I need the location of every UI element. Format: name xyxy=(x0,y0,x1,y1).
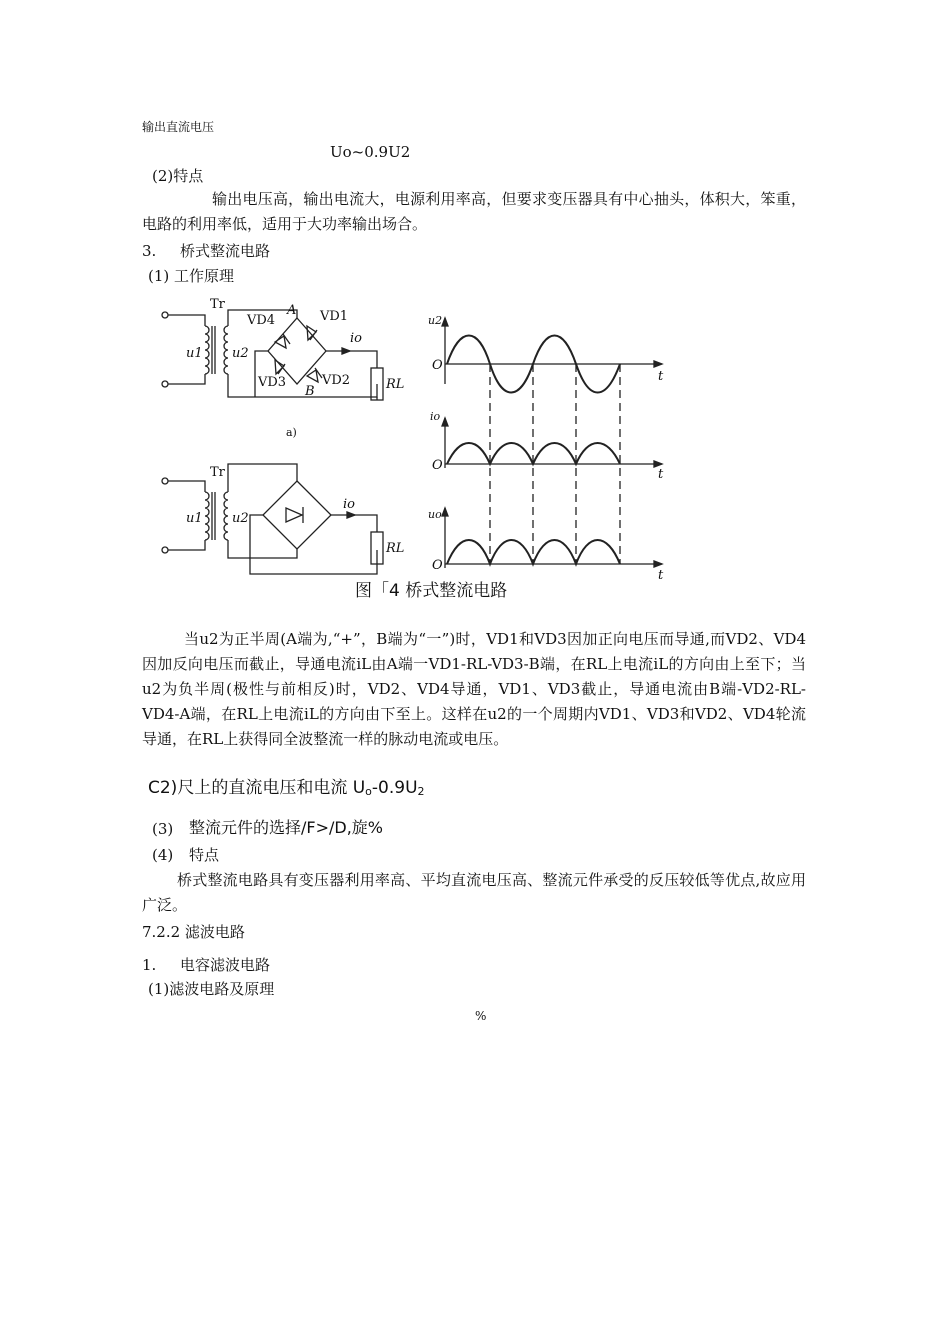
wave-label-io: io xyxy=(430,410,441,423)
section3-title: 桥式整流电路 xyxy=(180,242,271,260)
label-rl: RL xyxy=(386,377,405,392)
secondary-coil xyxy=(224,326,228,374)
label-io: io xyxy=(350,331,362,346)
filter-principle-heading: (1)滤波电路及原理 xyxy=(148,980,275,998)
bridge-rectifier-figure xyxy=(150,296,680,582)
label-vd4: VD4 xyxy=(247,313,276,328)
label-u1: u1 xyxy=(186,346,203,361)
output-voltage-label: 输出直流电压 xyxy=(142,120,215,134)
wave-t-1: t xyxy=(658,369,664,384)
label-io-b: io xyxy=(343,497,355,512)
work-principle-heading: (1) 工作原理 xyxy=(148,267,235,285)
wave-origin-3: O xyxy=(432,558,443,573)
c2-prefix: C2)尺上的直流电压和电流 U xyxy=(148,778,366,798)
label-vd3: VD3 xyxy=(258,375,287,390)
u2-axis xyxy=(445,318,662,384)
formula-uo: Uo~0.9U2 xyxy=(330,143,411,161)
label-rl-b: RL xyxy=(386,541,405,556)
input-terminal xyxy=(162,381,168,387)
c2-mid: -0.9U xyxy=(371,778,418,798)
section3-number: 3. xyxy=(142,242,157,260)
label-tr-b: Tr xyxy=(210,465,225,480)
sub1-title: 电容滤波电路 xyxy=(180,956,271,974)
input-terminal xyxy=(162,312,168,318)
primary-coil xyxy=(205,326,209,374)
label-vd2: VD2 xyxy=(322,373,351,388)
section-722: 7.2.2 滤波电路 xyxy=(142,923,245,941)
uo-axis xyxy=(445,508,662,568)
input-terminal xyxy=(162,547,168,553)
input-terminal xyxy=(162,478,168,484)
label-subfig-a: a) xyxy=(286,426,297,439)
label-u1-b: u1 xyxy=(186,511,203,526)
c2-formula xyxy=(148,778,425,802)
wave-label-u2: u2 xyxy=(428,314,443,327)
bridge-feature-paragraph: 桥式整流电路具有变压器利用率高、平均直流电压高、整流元件承受的反压较低等优点,故应用广泛。 xyxy=(142,871,806,914)
bridge-diamond xyxy=(263,481,331,549)
item3-number: (3) xyxy=(152,820,174,838)
item4-text: 特点 xyxy=(189,846,220,864)
percent-mark: % xyxy=(475,1009,487,1023)
c2-sub-o: o xyxy=(365,785,372,798)
principle-paragraph: 当u2为正半周(A端为,“+”，B端为“一”)时，VD1和VD3因加正向电压而导通,而VD2、VD4因加反向电压而截止，导通电流iL由A端一VD1-RL-VD3-B端，在RL上电流iL的方向由上至下；当u2为负半周(极性与前相反)时，VD2、VD4导通，VD1、VD3截止，导通电流由B端-VD2-RL-VD4-A端，在RL上电流iL的方向由下至上。这样在u2的一个周期内VD1、VD3和VD2、VD4轮流导通，在RL上获得同全波整流一样的脉动电流或电压。 xyxy=(142,630,806,748)
wave-origin-2: O xyxy=(432,458,443,473)
item4-number: (4) xyxy=(152,846,174,864)
item3-text: 整流元件的选择/F>/D,旋% xyxy=(189,818,384,837)
figure-caption: 图「4 桥式整流电路 xyxy=(355,581,508,601)
label-tr: Tr xyxy=(210,297,225,312)
label-u2: u2 xyxy=(232,346,249,361)
label-u2-b: u2 xyxy=(232,511,249,526)
sub1-number: 1. xyxy=(142,956,157,974)
wave-label-uo: uo xyxy=(428,508,442,521)
wave-t-3: t xyxy=(658,568,664,582)
label-vd1: VD1 xyxy=(320,309,349,324)
c2-sub-2: 2 xyxy=(417,785,425,798)
label-a: A xyxy=(287,303,297,318)
wave-origin-1: O xyxy=(432,358,443,373)
label-b: B xyxy=(305,384,315,399)
feature2-heading: (2)特点 xyxy=(152,167,204,185)
feature2-paragraph: 输出电压高，输出电流大，电源利用率高，但要求变压器具有中心抽头，体积大，笨重，电路的利用率低，适用于大功率输出场合。 xyxy=(142,190,806,233)
wave-t-2: t xyxy=(658,467,664,482)
